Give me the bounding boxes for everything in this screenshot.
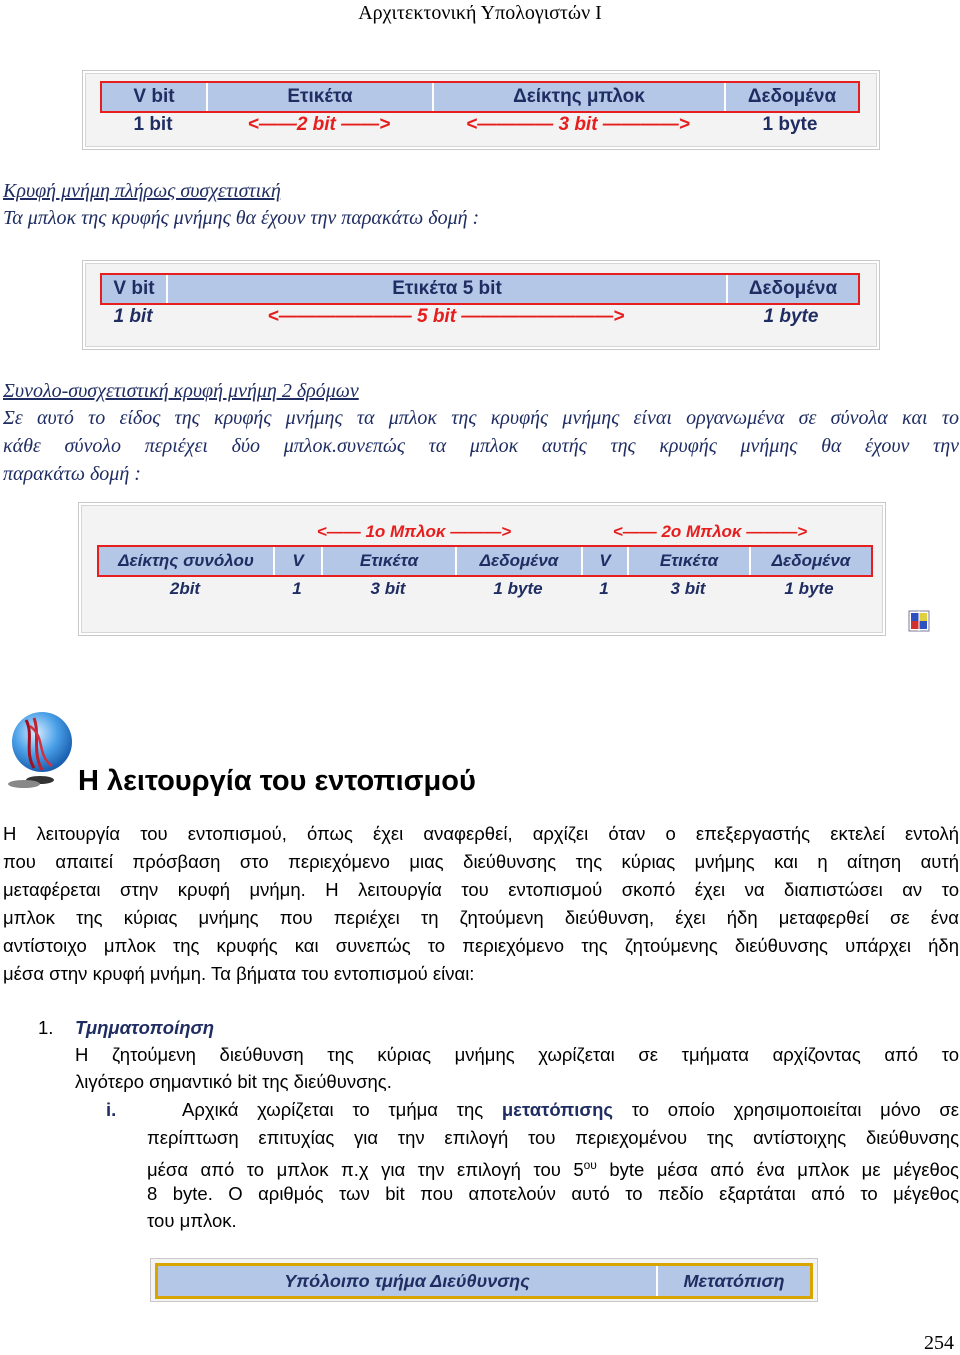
col-set-index: Δείκτης συνόλου (99, 547, 275, 575)
substep-line (147, 1152, 959, 1183)
substep-number: i. (106, 1099, 117, 1120)
col-offset: Μετατόπιση (683, 1270, 785, 1291)
step-line: Η ζητούμενη διεύθυνση της κύριας μνήμης χωρίζεται σε τμήματα αρχίζοντας από το (75, 1044, 959, 1065)
figure-header-row (155, 1263, 813, 1299)
substep-line: 8 byte. Ο αριθμός των bit που αποτελούν αυτό το πεδίο εξαρτάται από το μέγεθος (147, 1183, 959, 1204)
size-tag1: 3 bit (370, 579, 406, 598)
substep-superscript: ου (583, 1158, 597, 1172)
globe-icon (6, 708, 74, 790)
col-data2: Δεδομένα (771, 551, 851, 570)
figure-direct-mapped (82, 70, 880, 150)
step-number: 1. (38, 1017, 54, 1038)
substep-text: το οποίο χρησιμοποιείται μόνο σε (613, 1099, 959, 1120)
page-number: 254 (924, 1332, 954, 1354)
substep-text: μέσα από το μπλοκ π.χ για την επιλογή του 5 (147, 1159, 584, 1181)
figure-size-row (100, 111, 856, 139)
size-data1: 1 byte (493, 579, 543, 598)
col-data: Δεδομένα (747, 86, 837, 107)
size-v1: 1 (292, 579, 302, 598)
step-title: Τμηματοποίηση (75, 1017, 215, 1038)
block1-label: <—— 1ο Μπλοκ ———> (316, 522, 512, 541)
size-data: 1 byte (762, 114, 818, 135)
section-text-fully-associative: Τα μπλοκ της κρυφής μνήμης θα έχουν την παρακάτω δομή : (3, 207, 480, 229)
paragraph-line: αντίστοιχο μπλοκ της κρυφής και συνεπώς το περιεχόμενο της ζητούμενης διεύθυνσης υπάρχει ήδη (3, 935, 959, 956)
section-title-text: Συνολο-συσχετιστική κρυφή μνήμη 2 δρόμων (3, 380, 359, 402)
col-data: Δεδομένα (748, 278, 838, 299)
document-header: Αρχιτεκτονική Υπολογιστών Ι (358, 2, 602, 24)
size-set-index: 2bit (169, 579, 201, 598)
figure-size-row (100, 303, 856, 331)
section-title-fully-associative (3, 178, 959, 205)
col-tag2: Ετικέτα (629, 547, 751, 575)
paragraph-line: μπλοκ της κύριας μνήμης που περιέχει τη ζητούμενη διεύθυνση, έχει ήδη μεταφερθεί σε ένα (3, 907, 959, 928)
size-tag2: 3 bit (670, 579, 706, 598)
size-tag: <——————— 5 bit ————————> (267, 306, 625, 327)
col-tag: Ετικέτα 5 bit (168, 275, 728, 303)
size-block-index: <———— 3 bit ————> (466, 114, 690, 135)
col-v1: V (275, 547, 323, 575)
substep-text: Αρχικά χωρίζεται το τμήμα της (182, 1099, 502, 1120)
paragraph-line: Η λειτουργία του εντοπισμού, όπως έχει αναφερθεί, αρχίζει όταν ο επεξεργαστής εκτελεί εντολή (3, 823, 959, 844)
section-line: παρακάτω δομή : (3, 463, 141, 485)
block-labels-row (275, 519, 875, 545)
figure-size-row (97, 575, 869, 603)
col-tag1: Ετικέτα (323, 547, 457, 575)
substep-line (182, 1096, 959, 1123)
size-vbit: 1 bit (133, 114, 173, 135)
col-block-index: Δείκτης μπλοκ (434, 83, 726, 111)
col-tag: Ετικέτα (208, 83, 434, 111)
substep-text: byte μέσα από ένα μπλοκ με μέγεθος (596, 1159, 959, 1181)
section-title-text: Κρυφή μνήμη πλήρως συσχετιστική (3, 180, 281, 202)
figure-header-row (100, 81, 860, 113)
section-line: Σε αυτό το είδος της κρυφής μνήμης τα μπλοκ της κρυφής μνήμης είναι οργανωμένα σε σύνολα και το (3, 407, 959, 429)
step-line: λιγότερο σημαντικό bit της διεύθυνσης. (75, 1071, 392, 1092)
paragraph-line: που απαιτεί πρόσβαση στο περιεχόμενο μιας διεύθυνσης της κύριας μνήμης και η αίτηση αυτή (3, 851, 959, 872)
figure-header-row (97, 545, 873, 577)
col-remaining-address: Υπόλοιπο τμήμα Διεύθυνσης (158, 1266, 658, 1296)
figure-fully-associative (82, 260, 880, 350)
col-vbit: V bit (102, 83, 208, 111)
paragraph-line: μέσα στην κρυφή μνήμη. Τα βήματα του εντοπισμού είναι: (3, 963, 475, 984)
size-data: 1 byte (763, 306, 819, 327)
substep-line: περίπτωση επιτυχίας για την επιλογή του περιεχομένου της αντίστοιχης διεύθυνσης (147, 1127, 959, 1148)
col-vbit: V bit (102, 275, 168, 303)
figure-header-row (100, 273, 860, 305)
size-v2: 1 (599, 579, 609, 598)
figure-set-associative (78, 502, 886, 636)
figure-address-split (150, 1258, 818, 1302)
section-line: κάθε σύνολο περιέχει δύο μπλοκ.συνεπώς τα μπλοκ αυτής της κρυφής μνήμης θα έχουν την (3, 435, 959, 457)
size-data2: 1 byte (784, 579, 834, 598)
size-tag: <——2 bit ——> (247, 114, 391, 135)
col-v2: V (583, 547, 629, 575)
section-heading-locate: Η λειτουργία του εντοπισμού (78, 765, 476, 797)
paragraph-line: μεταφέρεται στην κρυφή μνήμη. Η λειτουργία του εντοπισμού σκοπό έχει να διαπιστώσει αν το (3, 879, 959, 900)
col-data1: Δεδομένα (457, 547, 583, 575)
size-vbit: 1 bit (113, 306, 153, 327)
broken-image-icon (908, 610, 930, 632)
section-title-set-associative (3, 378, 959, 405)
block2-label: <—— 2ο Μπλοκ ———> (612, 522, 808, 541)
substep-line: του μπλοκ. (147, 1210, 237, 1231)
substep-bold-term: μετατόπισης (501, 1099, 613, 1120)
